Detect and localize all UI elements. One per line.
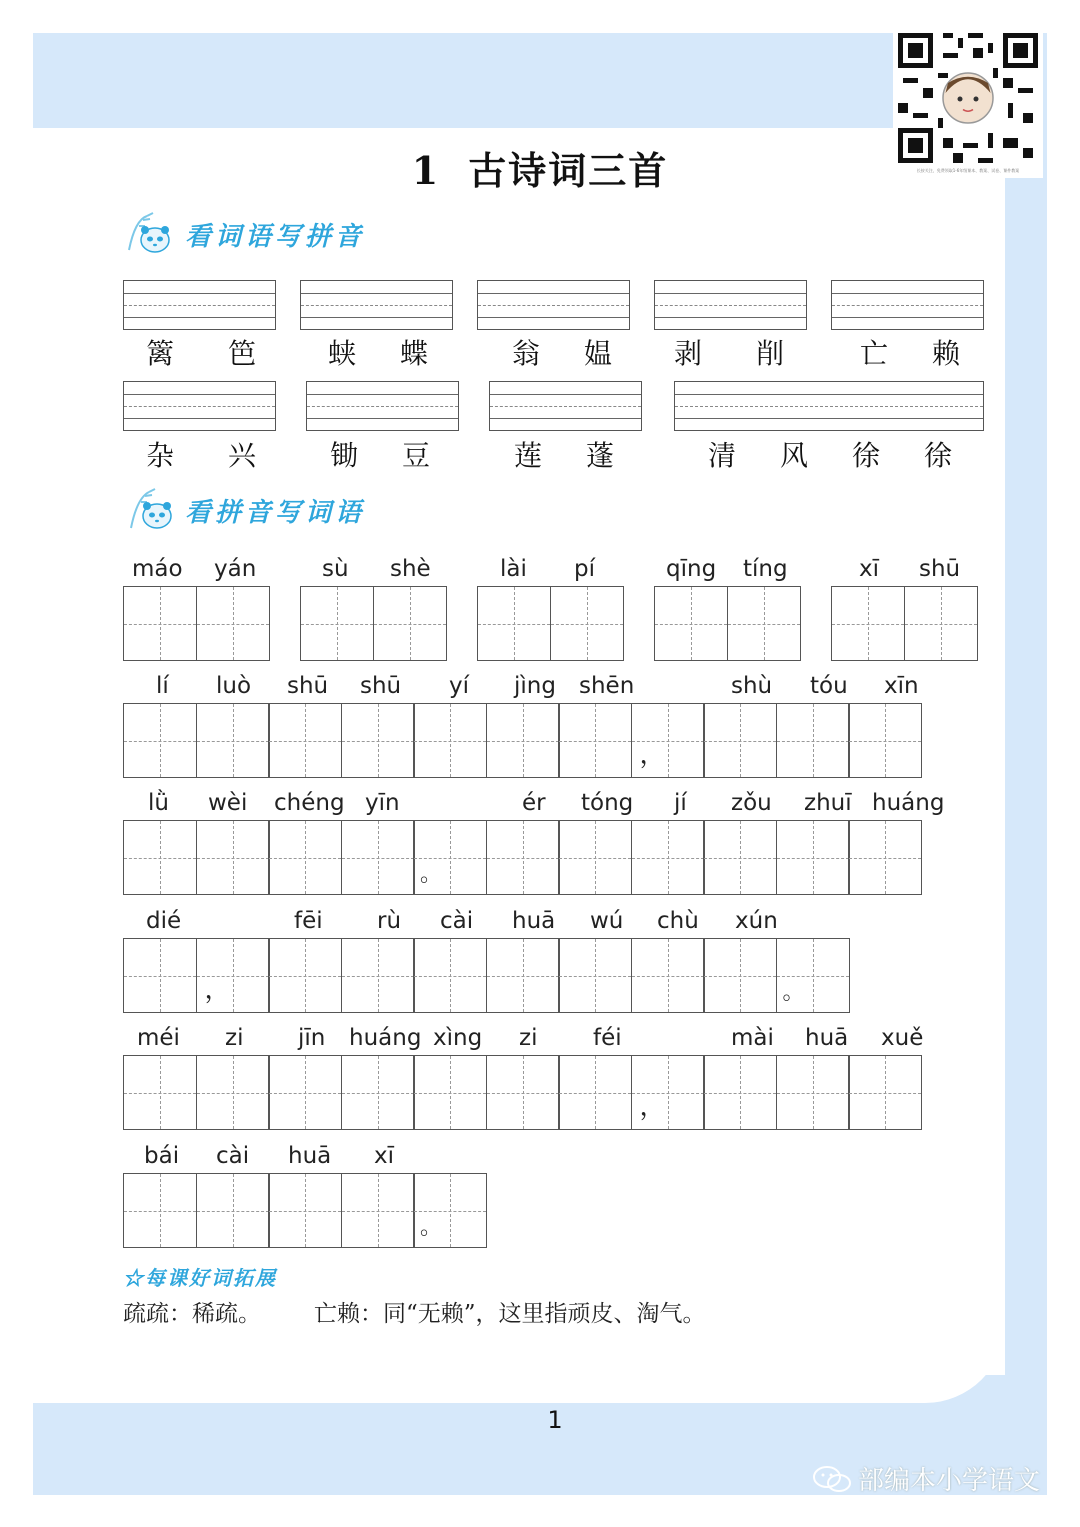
punctuation-cell <box>631 703 705 778</box>
pinyin-label: shè <box>390 556 431 582</box>
writing-cell[interactable] <box>123 703 197 778</box>
writing-cell[interactable] <box>831 586 905 661</box>
pinyin-label: qīng <box>666 556 717 582</box>
word-char: 削 <box>756 337 785 370</box>
watermark-text: 部编本小学语文 <box>858 1466 1041 1496</box>
writing-cell[interactable] <box>123 1173 197 1248</box>
panda-icon <box>125 486 179 534</box>
writing-cell[interactable] <box>776 820 850 895</box>
lesson-number: 1 <box>411 148 441 193</box>
word-char: 兴 <box>228 439 257 472</box>
writing-cell[interactable] <box>486 820 560 895</box>
pinyin-label: sù <box>322 556 349 582</box>
section2-heading <box>125 486 365 534</box>
word-char: 翁 <box>512 337 541 370</box>
word-char: 笆 <box>228 337 257 370</box>
writing-cell[interactable] <box>341 938 415 1013</box>
writing-cell[interactable] <box>486 938 560 1013</box>
pinyin-label: lǜ <box>148 790 169 816</box>
word-char: 赖 <box>932 337 961 370</box>
section1-title: 看词语写拼音 <box>185 221 366 252</box>
right-band <box>1005 128 1047 1378</box>
pinyin-label: tíng <box>743 556 788 582</box>
comma-mark: ， <box>639 1092 666 1122</box>
writing-cell[interactable] <box>631 820 705 895</box>
word-box-group <box>477 586 622 661</box>
pinyin-label: xuě <box>881 1025 924 1051</box>
pinyin-label: shù <box>731 673 773 699</box>
extension-item: 亡赖：同“无赖”，这里指顽皮、淘气。 <box>314 1301 706 1327</box>
word-char: 亡 <box>860 337 889 370</box>
pinyin-label: féi <box>593 1025 622 1051</box>
word-char: 徐 <box>924 439 953 472</box>
wechat-icon <box>812 1464 852 1494</box>
pinyin-label: huā <box>288 1143 332 1169</box>
word-box-group <box>654 586 799 661</box>
writing-cell[interactable] <box>477 586 551 661</box>
page-number: 1 <box>547 1406 563 1434</box>
pinyin-label: cài <box>216 1143 250 1169</box>
punctuation-cell <box>413 820 487 895</box>
pinyin-label: lí <box>156 673 169 699</box>
pinyin-label: yīn <box>365 790 400 816</box>
extension-item: 疏疏：稀疏。 <box>123 1301 261 1327</box>
pinyin-label: lài <box>500 556 527 582</box>
pinyin-label: shū <box>287 673 329 699</box>
poem-line-grid <box>123 938 848 1013</box>
pinyin-box[interactable] <box>831 280 984 330</box>
pinyin-label: jìng <box>514 673 556 699</box>
writing-cell[interactable] <box>196 820 270 895</box>
pinyin-box[interactable] <box>123 280 276 330</box>
poem-line-grid <box>123 820 921 895</box>
writing-cell[interactable] <box>196 1173 270 1248</box>
word-char: 蝶 <box>400 337 429 370</box>
pinyin-label: chù <box>657 908 699 934</box>
punctuation-cell <box>776 938 850 1013</box>
pinyin-label: máo <box>132 556 183 582</box>
pinyin-label: shū <box>919 556 961 582</box>
writing-cell[interactable] <box>268 1173 342 1248</box>
word-char: 篱 <box>146 337 175 370</box>
writing-cell[interactable] <box>558 820 632 895</box>
pinyin-label: xī <box>374 1143 395 1169</box>
pinyin-label: zǒu <box>731 790 772 816</box>
qr-caption: 长按关注，免费领取1-6年级课本、教案、试卷、课件教案 <box>916 168 1020 173</box>
poem-line-grid <box>123 1055 921 1130</box>
writing-cell[interactable] <box>341 1173 415 1248</box>
writing-cell[interactable] <box>558 1055 632 1130</box>
pinyin-label: wú <box>590 908 624 934</box>
writing-cell[interactable] <box>848 820 922 895</box>
writing-cell[interactable] <box>196 1055 270 1130</box>
pinyin-label: huáng <box>872 790 945 816</box>
pinyin-box[interactable] <box>489 381 642 431</box>
word-char: 锄 <box>330 439 359 472</box>
pinyin-label: huā <box>805 1025 849 1051</box>
pinyin-label: shēn <box>579 673 635 699</box>
writing-cell[interactable] <box>486 1055 560 1130</box>
writing-cell[interactable] <box>703 820 777 895</box>
lesson-title: 古诗词三首 <box>468 148 669 193</box>
pinyin-label: rù <box>377 908 402 934</box>
word-char: 媪 <box>584 337 613 370</box>
writing-cell[interactable] <box>703 703 777 778</box>
writing-cell[interactable] <box>196 586 270 661</box>
poem-line-grid <box>123 703 921 778</box>
word-char: 徐 <box>852 439 881 472</box>
pinyin-box[interactable] <box>300 280 453 330</box>
pinyin-label: tóu <box>810 673 848 699</box>
punctuation-cell <box>631 1055 705 1130</box>
pinyin-label: xī <box>859 556 880 582</box>
pinyin-box[interactable] <box>306 381 459 431</box>
writing-cell[interactable] <box>558 703 632 778</box>
writing-cell[interactable] <box>776 703 850 778</box>
writing-cell[interactable] <box>904 586 978 661</box>
writing-cell[interactable] <box>848 703 922 778</box>
word-char: 豆 <box>402 439 431 472</box>
writing-cell[interactable] <box>550 586 624 661</box>
writing-cell[interactable] <box>703 938 777 1013</box>
pinyin-label: chéng <box>274 790 345 816</box>
writing-cell[interactable] <box>123 820 197 895</box>
writing-cell[interactable] <box>727 586 801 661</box>
page-title <box>0 140 1080 195</box>
pinyin-label: huā <box>512 908 556 934</box>
writing-cell[interactable] <box>196 703 270 778</box>
writing-cell[interactable] <box>413 938 487 1013</box>
pinyin-label: wèi <box>208 790 248 816</box>
writing-cell[interactable] <box>123 938 197 1013</box>
writing-cell[interactable] <box>268 938 342 1013</box>
writing-cell[interactable] <box>341 703 415 778</box>
pinyin-box[interactable] <box>123 381 276 431</box>
pinyin-label: huáng <box>349 1025 422 1051</box>
pinyin-label: jí <box>674 790 687 816</box>
word-char: 清 <box>708 439 737 472</box>
writing-cell[interactable] <box>341 1055 415 1130</box>
pinyin-label: ér <box>522 790 546 816</box>
extension-heading: ☆每课好词拓展 <box>123 1266 277 1290</box>
pinyin-label: pí <box>574 556 595 582</box>
period-mark: 。 <box>420 1215 443 1240</box>
pinyin-label: méi <box>137 1025 180 1051</box>
pinyin-label: zi <box>225 1025 244 1051</box>
writing-cell[interactable] <box>776 1055 850 1130</box>
pinyin-box[interactable] <box>674 381 984 431</box>
pinyin-label: luò <box>216 673 252 699</box>
watermark <box>812 1460 1040 1497</box>
pinyin-label: fēi <box>294 908 323 934</box>
writing-cell[interactable] <box>300 586 374 661</box>
writing-cell[interactable] <box>631 938 705 1013</box>
word-char: 风 <box>780 439 809 472</box>
word-char: 剥 <box>674 337 703 370</box>
word-char: 蛱 <box>328 337 357 370</box>
writing-cell[interactable] <box>848 1055 922 1130</box>
writing-cell[interactable] <box>413 703 487 778</box>
word-box-group <box>831 586 976 661</box>
poem-line-grid <box>123 1173 486 1248</box>
writing-cell[interactable] <box>703 1055 777 1130</box>
word-box-group <box>300 586 445 661</box>
pinyin-label: tóng <box>581 790 634 816</box>
section1-heading <box>125 210 365 258</box>
pinyin-label: dié <box>146 908 182 934</box>
writing-cell[interactable] <box>558 938 632 1013</box>
word-char: 蓬 <box>586 439 615 472</box>
comma-mark: ， <box>204 975 231 1005</box>
period-mark: 。 <box>420 862 443 887</box>
writing-cell[interactable] <box>486 703 560 778</box>
writing-cell[interactable] <box>268 1055 342 1130</box>
pinyin-label: bái <box>144 1143 180 1169</box>
pinyin-label: yí <box>449 673 470 699</box>
pinyin-label: xún <box>735 908 778 934</box>
pinyin-box[interactable] <box>477 280 630 330</box>
punctuation-cell <box>413 1173 487 1248</box>
comma-mark: ， <box>639 740 666 770</box>
writing-cell[interactable] <box>413 1055 487 1130</box>
writing-cell[interactable] <box>373 586 447 661</box>
writing-cell[interactable] <box>341 820 415 895</box>
pinyin-label: jīn <box>298 1025 326 1051</box>
writing-cell[interactable] <box>268 703 342 778</box>
pinyin-label: shū <box>360 673 402 699</box>
writing-cell[interactable] <box>654 586 728 661</box>
pinyin-label: mài <box>731 1025 774 1051</box>
section2-title: 看拼音写词语 <box>185 497 366 528</box>
period-mark: 。 <box>782 980 805 1005</box>
pinyin-label: xīn <box>884 673 919 699</box>
panda-icon <box>125 210 179 258</box>
writing-cell[interactable] <box>268 820 342 895</box>
pinyin-label: zhuī <box>804 790 852 816</box>
pinyin-label: cài <box>440 908 474 934</box>
word-box-group <box>123 586 268 661</box>
pinyin-box[interactable] <box>654 280 807 330</box>
pinyin-label: yán <box>214 556 257 582</box>
pinyin-label: zi <box>519 1025 538 1051</box>
word-char: 杂 <box>146 439 175 472</box>
punctuation-cell <box>196 938 270 1013</box>
writing-cell[interactable] <box>123 1055 197 1130</box>
pinyin-label: xìng <box>433 1025 483 1051</box>
writing-cell[interactable] <box>123 586 197 661</box>
word-char: 莲 <box>514 439 543 472</box>
